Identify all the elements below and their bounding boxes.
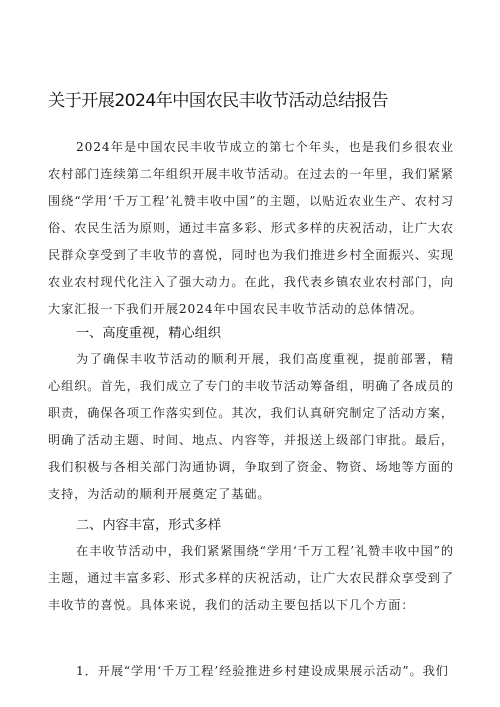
section-1-paragraph: 为了确保丰收节活动的顺利开展，我们高度重视，提前部署，精心组织。首先，我们成立了专门的丰收节活动筹备组，明确了各成员的职责，确保各项工作落实到位。其次，我们认真研究制定了活动方案，明确了活动主题、时间、地点、内容等，并报送上级部门审批。最后，我们积极与各相关部门沟通协调，争取到了资金、物资、场地等方面的支持，为活动的顺利开展奠定了基础。 bbox=[48, 352, 454, 501]
section-heading-2: 二、内容丰富，形式多样 bbox=[76, 518, 222, 533]
section-heading-1: 一、高度重视，精心组织 bbox=[76, 326, 222, 341]
section-2-paragraph: 在丰收节活动中，我们紧紧围绕“学用‘千万工程’礼赞丰收中国”的主题，通过丰富多彩、形式多样的庆祝活动，让广大农民群众享受到了丰收节的喜悦。具体来说，我们的活动主要包括以下几个方面： bbox=[48, 544, 454, 612]
document-title: 关于开展2024年中国农民丰收节活动总结报告 bbox=[48, 91, 388, 111]
intro-paragraph: 2024年是中国农民丰收节成立的第七个年头，也是我们乡很农业农村部门连续第二年组织开展丰收节活动。在过去的一年里，我们紧紧围绕“学用‘千万工程’礼赞丰收中国”的主题，以贴近农业生产、农村习俗、农民生活为原则，通过丰富多彩、形式多样的庆祝活动，让广大农民群众享受到了丰收节的喜悦，同时也为我们推进乡村全面振兴、实现农业农村现代化注入了强大动力。在此，我代表乡镇农业农村部门，向大家汇报一下我们开展2024年中国农民丰收节活动的总体情况。 bbox=[48, 140, 454, 316]
list-item-1: 1．开展“学用‘千万工程’经验推进乡村建设成果展示活动”。我们 bbox=[76, 664, 449, 678]
